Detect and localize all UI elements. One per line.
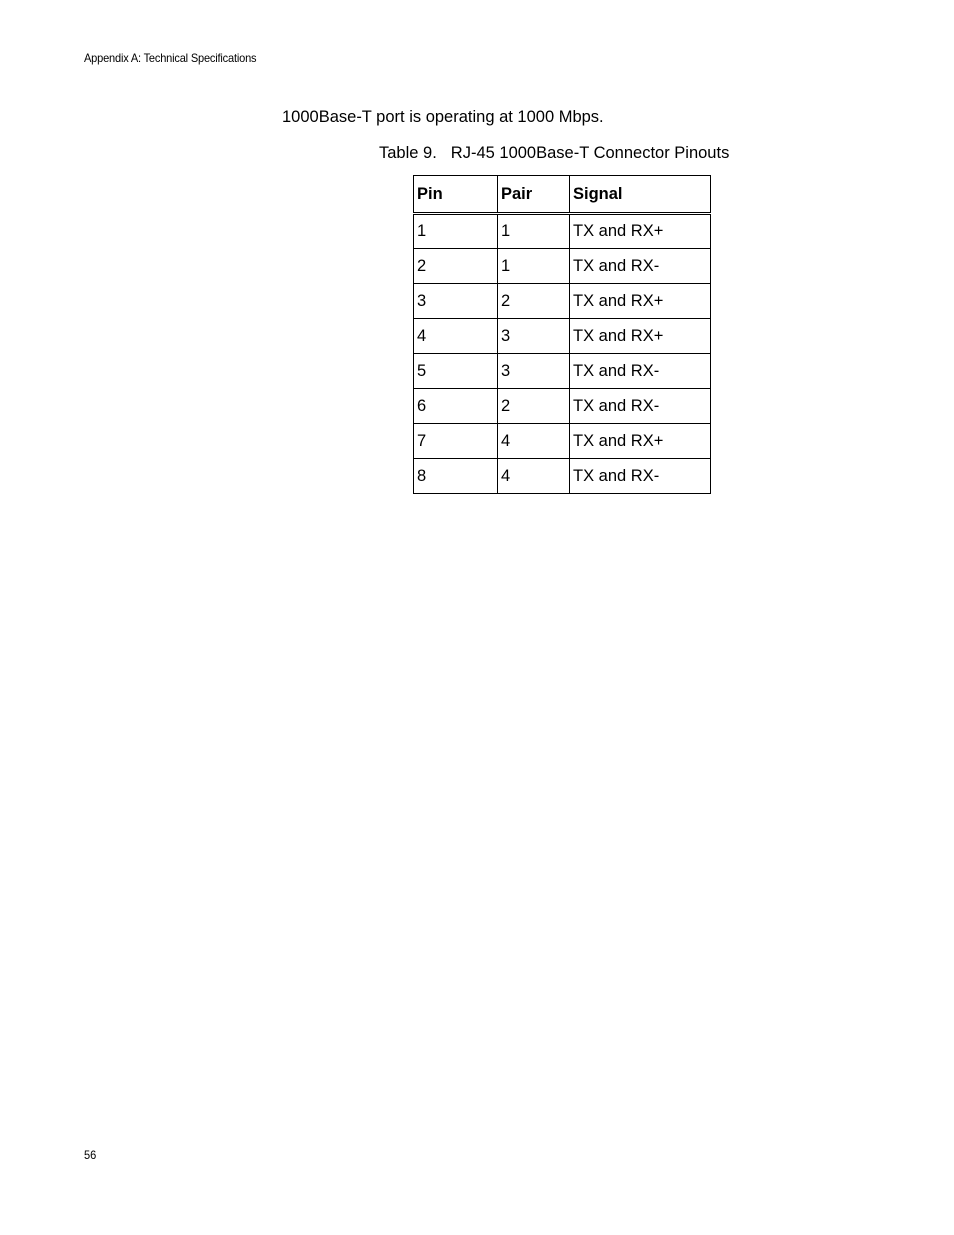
- cell-pair: 4: [498, 424, 570, 459]
- table-row: [414, 389, 711, 424]
- cell-pair: 2: [498, 389, 570, 424]
- pinout-table: [413, 175, 711, 494]
- cell-pin: 7: [414, 424, 498, 459]
- cell-pair: 1: [498, 249, 570, 284]
- cell-signal: TX and RX+: [570, 214, 711, 249]
- table-row: [414, 424, 711, 459]
- table-row: [414, 459, 711, 494]
- intro-paragraph: 1000Base-T port is operating at 1000 Mbps.: [282, 108, 604, 126]
- cell-pair: 3: [498, 354, 570, 389]
- cell-signal: TX and RX-: [570, 354, 711, 389]
- cell-signal: TX and RX-: [570, 249, 711, 284]
- column-header-signal: Signal: [570, 176, 711, 214]
- table-caption-label: Table 9.: [379, 144, 437, 162]
- cell-signal: TX and RX+: [570, 319, 711, 354]
- cell-pin: 6: [414, 389, 498, 424]
- cell-signal: TX and RX-: [570, 459, 711, 494]
- cell-pair: 2: [498, 284, 570, 319]
- cell-pin: 4: [414, 319, 498, 354]
- table-row: [414, 284, 711, 319]
- cell-pin: 2: [414, 249, 498, 284]
- cell-signal: TX and RX+: [570, 424, 711, 459]
- table-row: [414, 214, 711, 249]
- table-body: [414, 214, 711, 494]
- table-row: [414, 249, 711, 284]
- cell-pair: 1: [498, 214, 570, 249]
- cell-pin: 5: [414, 354, 498, 389]
- table-row: [414, 319, 711, 354]
- cell-signal: TX and RX+: [570, 284, 711, 319]
- running-header: Appendix A: Technical Specifications: [84, 51, 257, 65]
- cell-signal: TX and RX-: [570, 389, 711, 424]
- table-caption: [379, 144, 729, 163]
- table-caption-title: RJ-45 1000Base-T Connector Pinouts: [450, 144, 730, 162]
- cell-pin: 1: [414, 214, 498, 249]
- cell-pair: 3: [498, 319, 570, 354]
- cell-pair: 4: [498, 459, 570, 494]
- table-header-row: [414, 176, 711, 214]
- cell-pin: 3: [414, 284, 498, 319]
- table-header: [414, 176, 711, 214]
- page-number: 56: [84, 1148, 97, 1162]
- column-header-pin: Pin: [414, 176, 498, 214]
- table-row: [414, 354, 711, 389]
- cell-pin: 8: [414, 459, 498, 494]
- column-header-pair: Pair: [498, 176, 570, 214]
